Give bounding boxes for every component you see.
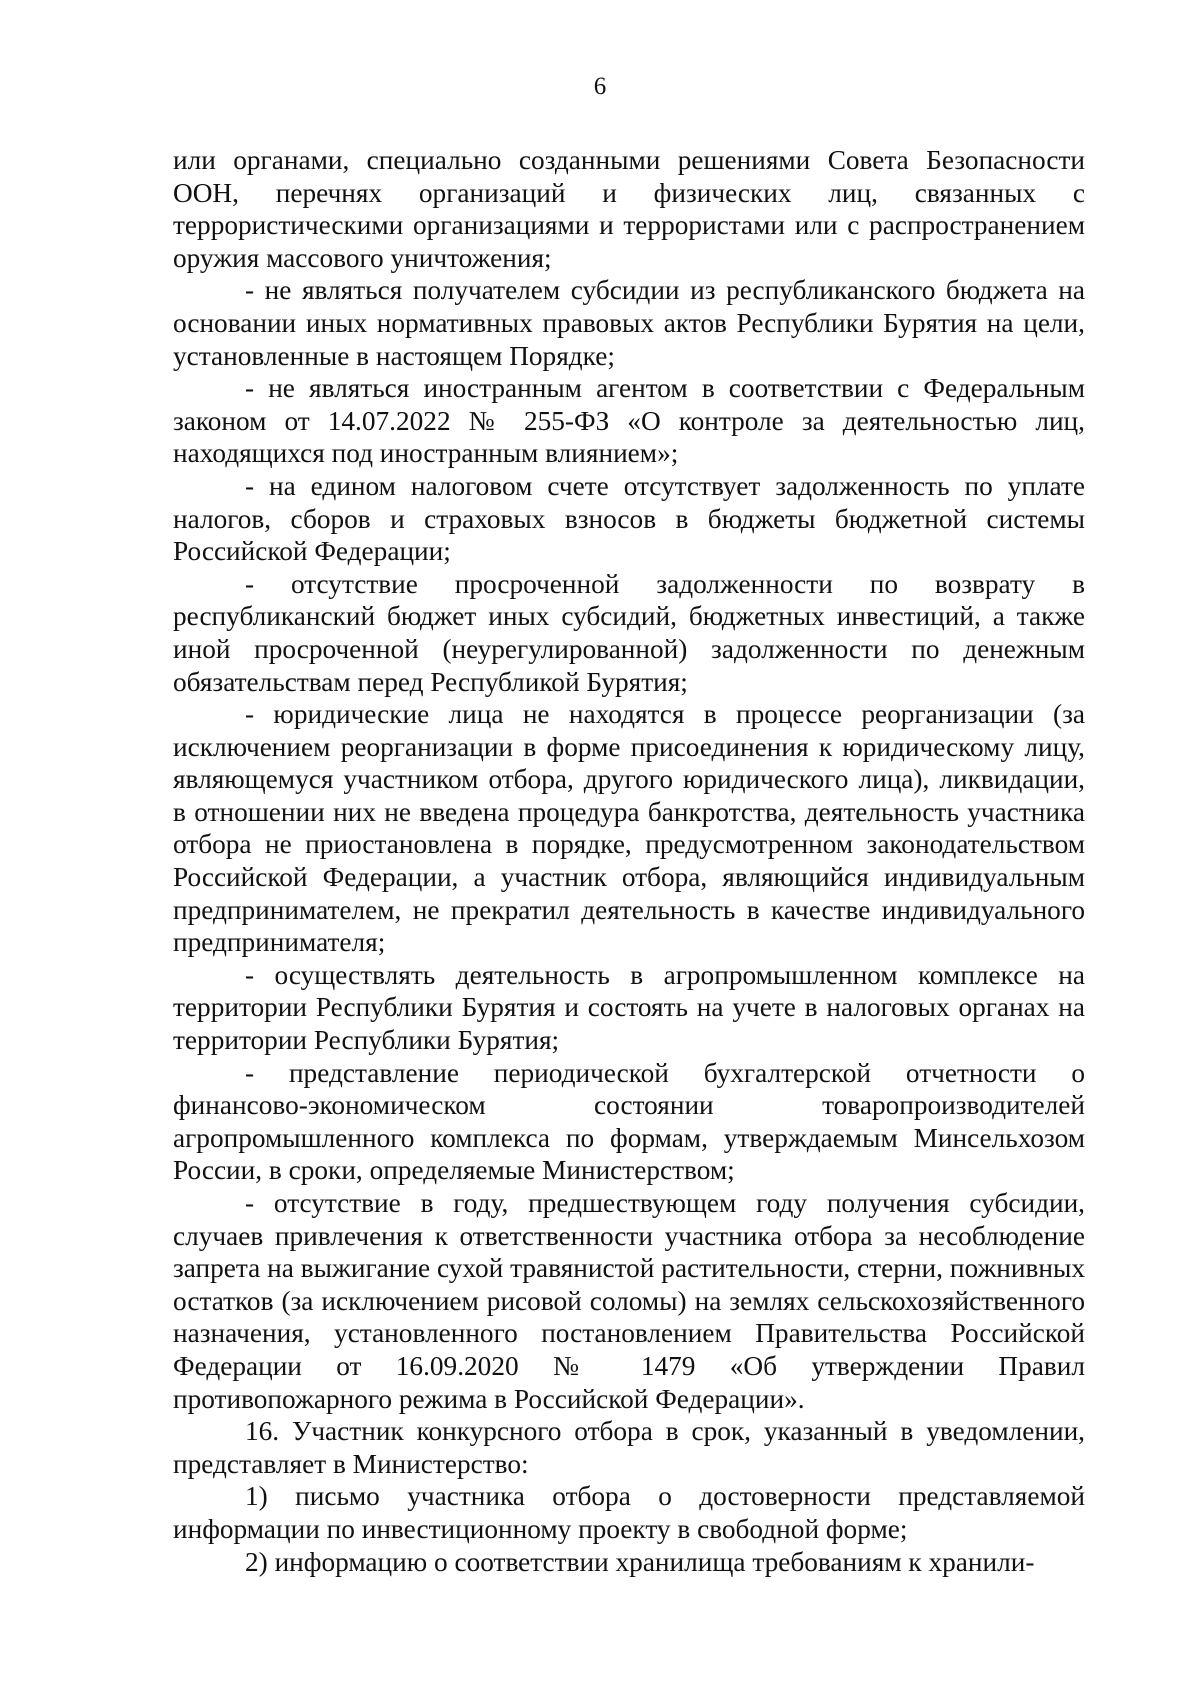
list-item-no-tax-debt: - на едином налоговом счете отсутствует задолженность по уплате налогов, сборов и страховых взносов в бюджеты бюджетной системы Российской Федерации; <box>173 470 1085 567</box>
list-item-no-burning-violations: - отсутствие в году, предшествующем году получения субсидии, случаев привлечения к ответственности участника отбора за несоблюдение запрета на выжигание сухой травянистой растительности, стерни, пожнивных остатков (за исключением рисовой соломы) на землях сельскохозяйственного назначения, установленного постановлением Правительства Российской Федерации от 16.09.2020 № 1479 «Об утверждении Правил противопожарного режима в Российской Федерации». <box>173 1188 1085 1414</box>
paragraph-continuation: или органами, специально созданными решениями Совета Безопасности ООН, перечнях организаций и физических лиц, связанных с террористическими организациями и террористами или с распространением оружия массового уничтожения; <box>173 145 1085 273</box>
list-item-accounting-reports: - представление периодической бухгалтерской отчетности о финансово-экономическом состоянии товаропроизводителей агропромышленного комплекса по формам, утверждаемым Минсельхозом России, в сроки, определяемые Министерством; <box>173 1057 1085 1186</box>
section-16-item-1: 1) письмо участника отбора о достоверности представляемой информации по инвестиционному проекту в свободной форме; <box>173 1481 1085 1544</box>
list-item-not-subsidy-recipient: - не являться получателем субсидии из республиканского бюджета на основании иных нормативных правовых актов Республики Бурятия на цели, установленные в настоящем Порядке; <box>173 275 1085 371</box>
page-number: 6 <box>593 73 607 100</box>
list-item-not-foreign-agent: - не являться иностранным агентом в соответствии с Федеральным законом от 14.07.2022 № 255-ФЗ «О контроле за деятельностью лиц, находящихся под иностранным влиянием»; <box>173 373 1085 469</box>
list-item-no-reorganization: - юридические лица не находятся в процессе реорганизации (за исключением реорганизации в форме присоединения к юридическому лицу, являющемуся участником отбора, другого юридического лица), ликвидации, в отношении них не введена процедура банкротства, деятельность участника отбора не приостановлена в порядке, предусмотренном законодательством Российской Федерации, а участник отбора, являющийся индивидуальным предпринимателем, не прекратил деятельность в качестве индивидуального предпринимателя; <box>173 699 1085 958</box>
section-16-intro: 16. Участник конкурсного отбора в срок, указанный в уведомлении, представляет в Министерство: <box>173 1416 1085 1479</box>
list-item-agro-activity: - осуществлять деятельность в агропромышленном комплексе на территории Республики Бурятия и состоять на учете в налоговых органах на территории Республики Бурятия; <box>173 959 1085 1056</box>
section-16-item-2: 2) информацию о соответствии хранилища требованиям к хранили- <box>245 1546 1035 1577</box>
list-item-no-overdue-debt: - отсутствие просроченной задолженности по возврату в республиканский бюджет иных субсидий, бюджетных инвестиций, а также иной просроченной (неурегулированной) задолженности по денежным обязательствам перед Республикой Бурятия; <box>173 568 1085 697</box>
document-body <box>173 144 1085 1578</box>
